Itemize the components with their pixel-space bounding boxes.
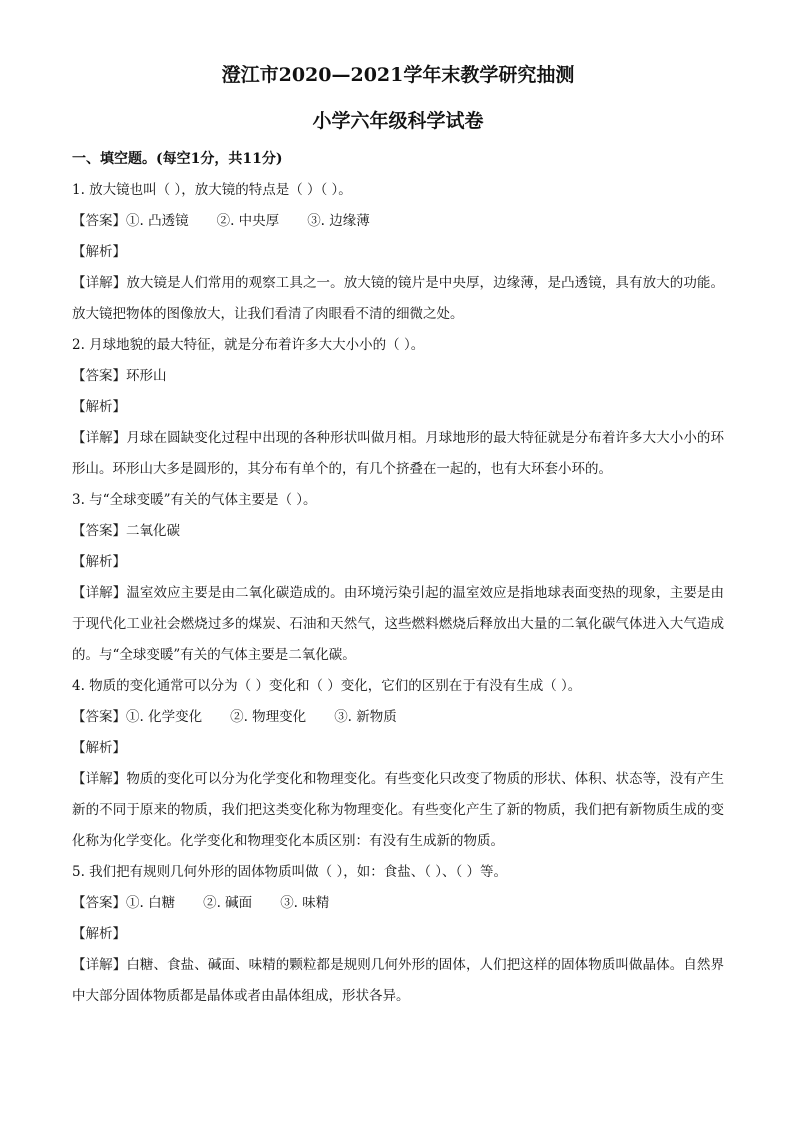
detail-label: 【详解】 — [72, 771, 127, 787]
answer-option: ③. 新物质 — [334, 709, 397, 725]
question-block — [72, 175, 724, 330]
answer-option: 环形山 — [126, 368, 167, 384]
answer-label: 【答案】 — [72, 368, 126, 384]
detail-label: 【详解】 — [72, 957, 127, 973]
answer-option: 二氧化碳 — [126, 523, 180, 539]
answer-label: 【答案】 — [72, 895, 126, 911]
question-list — [72, 175, 724, 1012]
answer-option: ①. 凸透镜 — [126, 213, 189, 229]
answer-line — [72, 516, 724, 547]
detail-text: 物质的变化可以分为化学变化和物理变化。有些变化只改变了物质的形状、体积、状态等，没有产生新的不同于原来的物质，我们把这类变化称为物理变化。有些变化产生了新的物质，我们把有新物质生成的变化称为化学变化。化学变化和物理变化本质区别：有没有生成新的物质。 — [72, 771, 725, 849]
answer-option: ②. 碱面 — [203, 895, 253, 911]
answer-label: 【答案】 — [72, 709, 126, 725]
answer-line — [72, 361, 724, 392]
question-block — [72, 857, 724, 1012]
question-block — [72, 330, 724, 485]
section-heading: 一、填空题。(每空1分，共11分) — [72, 151, 283, 167]
detail-text: 温室效应主要是由二氧化碳造成的。由环境污染引起的温室效应是指地球表面变热的现象，主要是由于现代化工业社会燃烧过多的煤炭、石油和天然气，这些燃料燃烧后释放出大量的二氧化碳气体进入大气造成的。与“全球变暖”有关的气体主要是二氧化碳。 — [72, 585, 725, 663]
analysis-label: 【解析】 — [72, 399, 126, 415]
question-block — [72, 671, 724, 857]
answer-option: ②. 中央厚 — [216, 213, 280, 229]
detail-paragraph — [72, 423, 724, 485]
answer-option: ①. 白糖 — [126, 895, 176, 911]
exam-title: 澄江市2020—2021学年末教学研究抽测 — [221, 64, 575, 86]
answer-line — [72, 888, 724, 919]
answer-line — [72, 206, 724, 237]
answer-label: 【答案】 — [72, 213, 126, 229]
detail-label: 【详解】 — [72, 430, 127, 446]
exam-page — [72, 62, 724, 1012]
detail-label: 【详解】 — [72, 275, 127, 291]
detail-paragraph — [72, 578, 724, 671]
question-text: 2. 月球地貌的最大特征，就是分布着许多大大小小的（ ）。 — [72, 337, 425, 353]
answer-option: ②. 物理变化 — [230, 709, 307, 725]
answer-line — [72, 702, 724, 733]
answer-option: ③. 边缘薄 — [307, 213, 370, 229]
analysis-label: 【解析】 — [72, 926, 126, 942]
analysis-label: 【解析】 — [72, 740, 126, 756]
question-block — [72, 485, 724, 671]
analysis-label: 【解析】 — [72, 244, 126, 260]
question-text: 1. 放大镜也叫（ ），放大镜的特点是（ ）（ ）。 — [72, 182, 352, 198]
detail-paragraph — [72, 268, 724, 330]
analysis-label: 【解析】 — [72, 554, 126, 570]
detail-text: 放大镜是人们常用的观察工具之一。放大镜的镜片是中央厚，边缘薄，是凸透镜，具有放大的功能。放大镜把物体的图像放大，让我们看清了肉眼看不清的细微之处。 — [72, 275, 725, 322]
detail-text: 月球在圆缺变化过程中出现的各种形状叫做月相。月球地形的最大特征就是分布着许多大大小小的环形山。环形山大多是圆形的，其分布有单个的，有几个挤叠在一起的，也有大环套小环的。 — [72, 430, 725, 477]
question-text: 3. 与“全球变暖”有关的气体主要是（ ）。 — [72, 492, 317, 508]
answer-option: ①. 化学变化 — [126, 709, 203, 725]
exam-subtitle: 小学六年级科学试卷 — [312, 110, 484, 132]
answer-option: ③. 味精 — [280, 895, 330, 911]
answer-label: 【答案】 — [72, 523, 126, 539]
detail-paragraph — [72, 950, 724, 1012]
detail-text: 白糖、食盐、碱面、味精的颗粒都是规则几何外形的固体，人们把这样的固体物质叫做晶体。自然界中大部分固体物质都是晶体或者由晶体组成，形状各异。 — [72, 957, 725, 1004]
question-text: 4. 物质的变化通常可以分为（ ）变化和（ ）变化，它们的区别在于有没有生成（ ）。 — [72, 678, 582, 694]
detail-label: 【详解】 — [72, 585, 127, 601]
question-text: 5. 我们把有规则几何外形的固体物质叫做（ ），如：食盐、（ ）、（ ）等。 — [72, 864, 508, 880]
detail-paragraph — [72, 764, 724, 857]
